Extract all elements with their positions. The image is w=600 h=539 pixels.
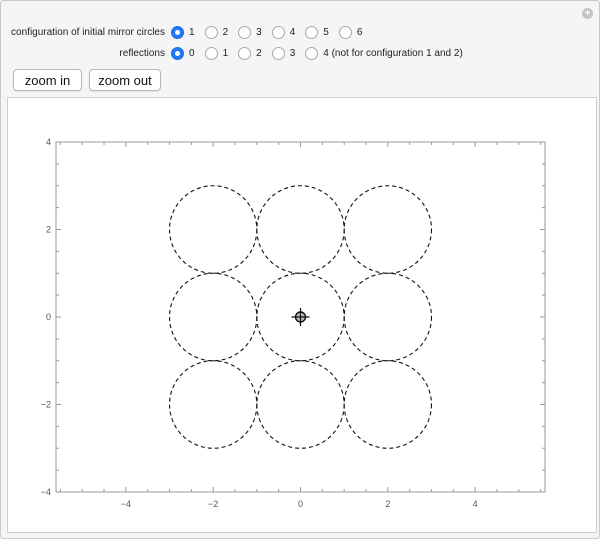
reflections-radio-label: 2 [256, 47, 262, 59]
y-tick-label: −4 [40, 487, 51, 497]
radio-dot-icon [272, 26, 285, 39]
mirror-circle [344, 273, 431, 361]
x-tick-label: 0 [297, 499, 304, 509]
radio-dot-icon [238, 47, 251, 60]
y-tick-label: −2 [40, 399, 51, 410]
radio-dot-icon [171, 26, 184, 39]
configuration-radio-4[interactable] [305, 26, 329, 39]
configuration-radio-label: 1 [189, 26, 195, 38]
plus-icon[interactable]: + [582, 8, 593, 19]
y-tick-label: 0 [45, 312, 51, 322]
reflections-radio-label: 3 [289, 47, 296, 59]
mirror-circle [170, 361, 257, 449]
configuration-radio-2[interactable] [238, 26, 262, 39]
mirror-circle [257, 186, 344, 274]
configuration-radio-0[interactable] [171, 26, 195, 39]
reflections-radio-label: 4 (not for configuration 1 and 2) [323, 47, 463, 59]
configuration-label: configuration of initial mirror circles [11, 26, 165, 38]
reflections-radio-label: 1 [222, 47, 229, 59]
reflections-radio-group [171, 47, 473, 60]
x-tick-label: −2 [208, 499, 219, 509]
configuration-radio-label: 6 [356, 26, 363, 38]
radio-dot-icon [205, 26, 218, 39]
reflections-radio-2[interactable] [238, 47, 262, 60]
configuration-radio-3[interactable] [272, 26, 296, 39]
configuration-radio-label: 4 [289, 26, 296, 38]
configuration-radio-label: 2 [222, 26, 229, 38]
reflections-label: reflections [119, 47, 165, 59]
reflections-radio-1[interactable] [205, 47, 229, 60]
mirror-circle [170, 273, 257, 361]
plot-svg [8, 98, 596, 532]
reflections-row [1, 43, 473, 63]
configuration-radio-group [171, 26, 372, 39]
mirror-circle [170, 186, 257, 274]
mirror-circle [344, 361, 431, 449]
configuration-radio-5[interactable] [339, 26, 363, 39]
radio-dot-icon [171, 47, 184, 60]
mirror-circle [257, 361, 344, 449]
reflections-radio-3[interactable] [272, 47, 296, 60]
radio-dot-icon [305, 47, 318, 60]
configuration-radio-label: 5 [323, 26, 329, 38]
zoom-in-button[interactable]: zoom in [13, 69, 82, 91]
configuration-radio-1[interactable] [205, 26, 229, 39]
radio-dot-icon [339, 26, 352, 39]
radio-dot-icon [205, 47, 218, 60]
y-tick-label: 2 [45, 224, 51, 235]
reflections-radio-0[interactable] [171, 47, 195, 60]
mirror-circle [344, 186, 431, 274]
x-tick-label: 2 [385, 499, 391, 509]
x-tick-label: −4 [120, 499, 131, 509]
reflections-radio-label: 0 [189, 47, 195, 59]
radio-dot-icon [238, 26, 251, 39]
configuration-row [1, 22, 372, 42]
zoom-out-button[interactable]: zoom out [89, 69, 161, 91]
plot-area[interactable] [7, 97, 597, 533]
configuration-radio-label: 3 [256, 26, 262, 38]
reflections-radio-4[interactable] [305, 47, 463, 60]
x-tick-label: 4 [472, 499, 478, 509]
y-tick-label: 4 [45, 137, 51, 147]
radio-dot-icon [305, 26, 318, 39]
radio-dot-icon [272, 47, 285, 60]
